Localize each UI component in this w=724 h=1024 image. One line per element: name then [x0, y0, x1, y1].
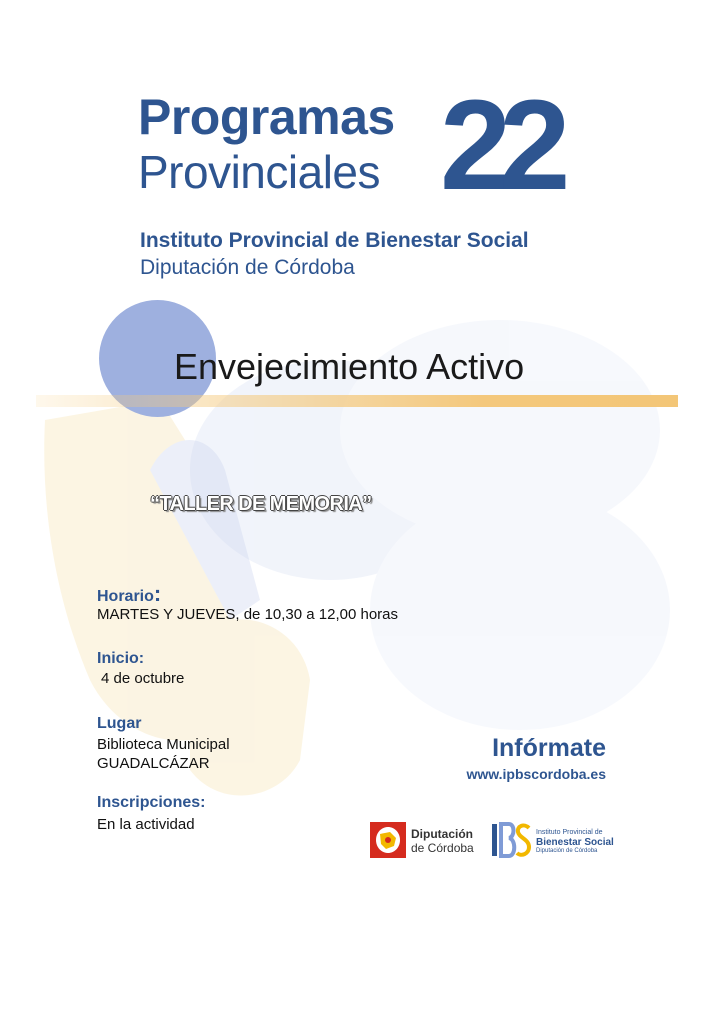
horario-label: [97, 581, 162, 606]
diputacion-logo-line2: de Córdoba: [411, 841, 474, 855]
header-year: 22: [440, 74, 559, 217]
inscripciones-value: En la actividad: [97, 816, 195, 833]
ibs-emblem-icon: [491, 821, 533, 859]
diputacion-emblem-icon: [370, 822, 406, 858]
lugar-value-line1: Biblioteca Municipal: [97, 736, 230, 753]
inicio-value: 4 de octubre: [101, 670, 185, 687]
informate-heading: Infórmate: [492, 734, 606, 762]
horario-label-text: Horario: [97, 588, 154, 605]
institute-name: Instituto Provincial de Bienestar Social: [140, 229, 529, 252]
program-title: Envejecimiento Activo: [174, 346, 525, 387]
decorative-band: [36, 395, 678, 407]
diputacion-logo: [370, 820, 480, 860]
diputacion-logo-line1: Diputación: [411, 827, 473, 841]
lugar-value-line2: GUADALCÁZAR: [97, 755, 210, 772]
ibs-logo-line3: Diputación de Córdoba: [536, 848, 598, 854]
lugar-label: Lugar: [97, 715, 142, 732]
ibs-logo-line1: Instituto Provincial de: [536, 829, 603, 836]
inscripciones-label: Inscripciones:: [97, 794, 206, 811]
website-link[interactable]: www.ipbscordoba.es: [466, 766, 606, 782]
ibs-logo-line2: Bienestar Social: [536, 837, 614, 848]
inicio-label: Inicio:: [97, 650, 145, 667]
ibs-logo: [491, 820, 614, 860]
header-provinciales: Provinciales: [138, 146, 380, 198]
header-programas: Programas: [138, 89, 395, 145]
workshop-title: “TALLER DE MEMORIA”: [150, 493, 372, 515]
horario-value: MARTES Y JUEVES, de 10,30 a 12,00 horas: [97, 606, 399, 623]
horario-colon: :: [153, 581, 162, 606]
diputacion-name: Diputación de Córdoba: [140, 256, 355, 279]
